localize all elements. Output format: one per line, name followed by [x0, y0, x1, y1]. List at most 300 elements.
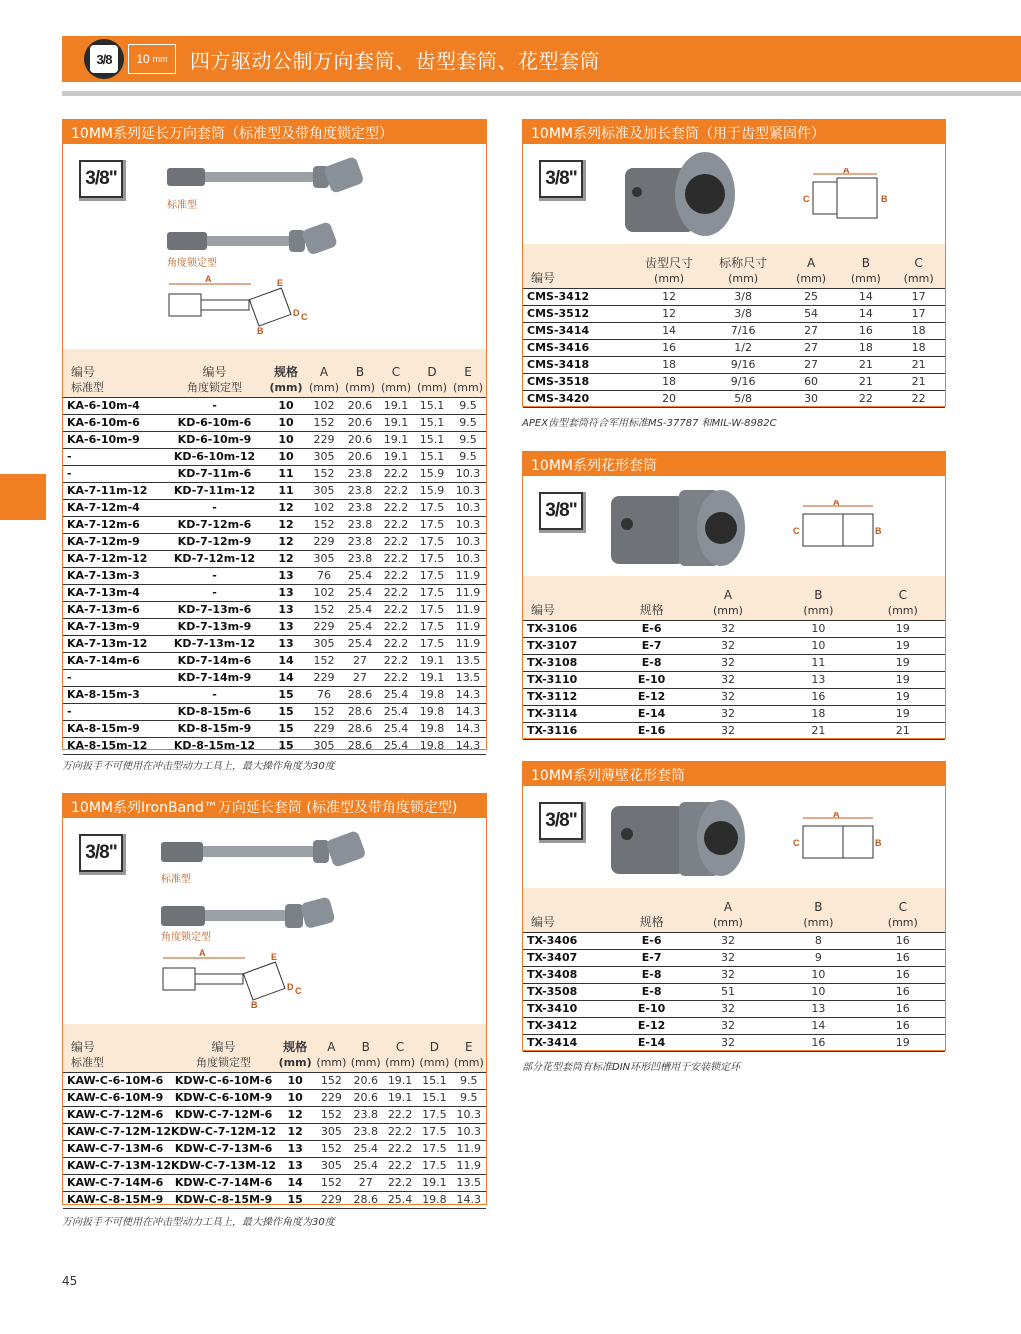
table-cell: 11.9 [450, 584, 486, 601]
column-header-label: 规格 [639, 914, 664, 929]
panel-title: 10MM系列薄壁花形套筒 [523, 762, 945, 786]
column-header-label: C [914, 255, 923, 270]
table-cell: 22.2 [383, 1140, 417, 1157]
table-row [523, 671, 945, 688]
table-cell: - [63, 465, 163, 482]
table-cell: 22.2 [378, 652, 414, 669]
label-standard: 标准型 [161, 874, 191, 885]
svg-text:A: A [843, 168, 850, 175]
svg-text:B: B [257, 326, 264, 336]
table-cell: 10 [266, 397, 306, 414]
product-image-area [63, 144, 486, 349]
table-cell: 76 [306, 686, 342, 703]
table-cell: 10.3 [450, 499, 486, 516]
column-header [383, 1024, 417, 1072]
column-header-unit: (mm) [887, 915, 918, 929]
table-cell: 25.4 [383, 1191, 417, 1208]
table-cell: 14.3 [450, 720, 486, 737]
column-header-unit: (mm) [728, 271, 759, 285]
table-cell: 19.8 [414, 737, 450, 754]
table-row [523, 322, 945, 339]
size-badge: 3/8" [539, 802, 583, 840]
table-cell: 18 [839, 339, 892, 356]
table-cell: KD-7-12m-6 [163, 516, 266, 533]
table-cell: 17.5 [414, 635, 450, 652]
table-cell: 17.5 [417, 1106, 451, 1123]
table-cell: 10.3 [450, 533, 486, 550]
table-cell: 21 [892, 356, 945, 373]
table-cell: 11.9 [450, 618, 486, 635]
table-cell: CMS-3414 [523, 322, 635, 339]
table-cell: 305 [306, 737, 342, 754]
table-cell: 18 [635, 373, 704, 390]
table-row [523, 356, 945, 373]
table-row [63, 1157, 486, 1174]
table-cell: KD-8-15m-6 [163, 703, 266, 720]
table-cell: 23.8 [342, 482, 378, 499]
ka-spec-table [63, 349, 486, 755]
table-cell: 15.1 [417, 1072, 451, 1089]
column-header-label: B [861, 255, 870, 270]
table-cell: 14 [276, 1174, 314, 1191]
table-cell: 25.4 [342, 635, 378, 652]
table-cell: 22 [839, 390, 892, 407]
panel-title: 10MM系列花形套筒 [523, 452, 945, 476]
svg-text:C: C [803, 194, 810, 204]
table-cell: 23.8 [342, 465, 378, 482]
table-cell: KD-7-13m-12 [163, 635, 266, 652]
table-cell: 15.1 [414, 431, 450, 448]
column-header [680, 576, 776, 620]
table-cell: 16 [776, 1034, 860, 1051]
table-cell: 22.2 [378, 601, 414, 618]
column-header-unit: 角度锁定型 [187, 380, 242, 394]
column-header [861, 576, 945, 620]
torx-socket-icon [609, 480, 749, 572]
svg-text:A: A [833, 500, 840, 507]
table-row [63, 550, 486, 567]
table-row [63, 516, 486, 533]
dimension-diagram-icon [799, 168, 909, 228]
column-header-unit: (mm) [654, 271, 685, 285]
table-cell: 19.8 [417, 1191, 451, 1208]
table-cell: 16 [861, 949, 945, 966]
table-cell: - [63, 703, 163, 720]
table-cell: 13 [266, 584, 306, 601]
table-cell: 12 [266, 550, 306, 567]
table-cell: CMS-3518 [523, 373, 635, 390]
column-header [839, 244, 892, 288]
table-header-row [523, 244, 945, 288]
column-header-unit: (mm) [903, 271, 934, 285]
column-header-unit: (mm) [278, 1055, 312, 1069]
column-header-label: 齿型尺寸 [645, 255, 694, 270]
table-cell: 15 [266, 737, 306, 754]
table-cell: KD-7-14m-9 [163, 669, 266, 686]
table-cell: 9.5 [450, 397, 486, 414]
table-cell: 229 [306, 618, 342, 635]
thin-wall-torx-socket-icon [609, 790, 749, 882]
table-cell: 51 [680, 983, 776, 1000]
table-row [63, 1140, 486, 1157]
table-cell: 25.4 [378, 720, 414, 737]
column-header-label: 编号 [531, 602, 556, 617]
column-header-unit: (mm) [452, 380, 483, 394]
table-cell: 10.3 [450, 482, 486, 499]
table-cell: E-12 [623, 1017, 679, 1034]
table-cell: 25.4 [378, 686, 414, 703]
table-cell: 14.3 [452, 1191, 486, 1208]
table-cell: 13 [276, 1157, 314, 1174]
table-row [523, 339, 945, 356]
column-header [63, 349, 163, 397]
table-cell: KA-6-10m-6 [63, 414, 163, 431]
table-row [63, 567, 486, 584]
table-cell: 19 [861, 688, 945, 705]
table-cell: 12 [635, 305, 704, 322]
table-cell: 23.8 [342, 516, 378, 533]
table-cell: TX-3107 [523, 637, 623, 654]
column-header-label: D [427, 364, 437, 379]
table-cell: 22.2 [383, 1106, 417, 1123]
column-header-unit: (mm) [453, 1055, 484, 1069]
product-image-area [523, 144, 945, 244]
label-standard: 标准型 [167, 200, 197, 211]
chapter-side-tab [0, 474, 46, 520]
tx31-spec-table [523, 576, 945, 740]
table-cell: 17.5 [414, 516, 450, 533]
column-header-label: 规格 [273, 364, 298, 379]
table-cell: 152 [306, 601, 342, 618]
column-header-label: C [898, 899, 907, 914]
table-cell: - [163, 686, 266, 703]
dimension-diagram-icon [163, 274, 323, 346]
table-cell: 30 [783, 390, 840, 407]
table-row [523, 705, 945, 722]
table-cell: 17.5 [417, 1140, 451, 1157]
table-cell: TX-3108 [523, 654, 623, 671]
table-cell: 16 [861, 1000, 945, 1017]
panel-ka-universal-sockets [62, 119, 487, 750]
table-cell: 15 [276, 1191, 314, 1208]
table-cell: 102 [306, 584, 342, 601]
column-header-label: A [723, 587, 733, 602]
column-header-unit: (mm) [269, 380, 303, 394]
table-cell: 14.3 [450, 703, 486, 720]
column-header-label: 编号 [211, 1039, 236, 1054]
column-header-label: B [355, 364, 365, 379]
table-row [63, 499, 486, 516]
table-cell: 11.9 [452, 1157, 486, 1174]
table-cell: 22.2 [378, 635, 414, 652]
table-cell: 19.1 [414, 652, 450, 669]
table-cell: 11.9 [450, 601, 486, 618]
table-cell: 32 [680, 966, 776, 983]
table-header-row [523, 888, 945, 932]
column-header-unit: (mm) [803, 915, 834, 929]
dimension-diagram-icon [789, 500, 899, 560]
table-cell: 11 [266, 465, 306, 482]
table-cell: 152 [314, 1174, 348, 1191]
column-header-label: C [391, 364, 401, 379]
table-cell: KD-7-11m-12 [163, 482, 266, 499]
table-cell: 32 [680, 688, 776, 705]
table-cell: 9.5 [452, 1089, 486, 1106]
svg-text:B: B [881, 194, 888, 204]
table-cell: 20.6 [349, 1072, 383, 1089]
table-row [523, 620, 945, 637]
table-cell: CMS-3416 [523, 339, 635, 356]
table-cell: E-6 [623, 932, 679, 949]
table-cell: 22.2 [378, 550, 414, 567]
table-cell: TX-3116 [523, 722, 623, 739]
table-cell: 22.2 [378, 499, 414, 516]
column-header [63, 1024, 171, 1072]
table-cell: 13 [266, 635, 306, 652]
table-cell: 14 [266, 652, 306, 669]
table-row [63, 1089, 486, 1106]
column-header [452, 1024, 486, 1072]
table-cell: 102 [306, 499, 342, 516]
table-cell: 20.6 [342, 414, 378, 431]
table-cell: 13 [776, 1000, 860, 1017]
table-cell: 13 [266, 567, 306, 584]
table-cell: 19.8 [414, 703, 450, 720]
table-cell: 7/16 [704, 322, 783, 339]
table-cell: 12 [635, 288, 704, 305]
table-cell: 19.1 [417, 1174, 451, 1191]
table-cell: 22.2 [378, 482, 414, 499]
table-cell: 16 [861, 983, 945, 1000]
table-cell: TX-3412 [523, 1017, 623, 1034]
table-cell: KD-6-10m-12 [163, 448, 266, 465]
column-header [623, 888, 679, 932]
table-cell: 19.1 [383, 1089, 417, 1106]
table-cell: KD-7-12m-12 [163, 550, 266, 567]
table-cell: 10 [266, 414, 306, 431]
table-cell: 152 [306, 703, 342, 720]
column-header [635, 244, 704, 288]
table-cell: 19 [861, 620, 945, 637]
table-cell: TX-3410 [523, 1000, 623, 1017]
column-header-unit: (mm) [416, 380, 447, 394]
table-cell: - [163, 397, 266, 414]
svg-text:E: E [271, 952, 278, 962]
table-cell: 10.3 [450, 550, 486, 567]
table-row [523, 983, 945, 1000]
table-cell: 15.1 [417, 1089, 451, 1106]
column-header [342, 349, 378, 397]
kaw-spec-table [63, 1024, 486, 1209]
table-cell: 17.5 [414, 601, 450, 618]
svg-text:C: C [301, 312, 308, 322]
table-row [63, 1072, 486, 1089]
table-cell: 8 [776, 932, 860, 949]
table-cell: 12 [266, 516, 306, 533]
table-cell: 32 [680, 654, 776, 671]
table-cell: 12 [276, 1106, 314, 1123]
table-cell: 15.9 [414, 465, 450, 482]
table-cell: 25.4 [349, 1157, 383, 1174]
column-header-label: 编号 [531, 270, 556, 285]
table-cell: 229 [306, 720, 342, 737]
svg-text:A: A [199, 948, 206, 958]
table-cell: 152 [306, 465, 342, 482]
table-cell: TX-3110 [523, 671, 623, 688]
table-cell: 14 [839, 288, 892, 305]
table-header-row [523, 576, 945, 620]
table-cell: 27 [783, 322, 840, 339]
table-cell: 14 [266, 669, 306, 686]
column-header-label: 编号 [71, 364, 96, 379]
table-cell: - [63, 448, 163, 465]
table-cell: TX-3114 [523, 705, 623, 722]
table-cell: 19.1 [378, 397, 414, 414]
table-row [63, 635, 486, 652]
column-header-unit: 角度锁定型 [196, 1055, 252, 1069]
column-header-unit: (mm) [308, 380, 339, 394]
table-cell: KA-7-12m-4 [63, 499, 163, 516]
table-cell: 11 [776, 654, 860, 671]
column-header-unit: (mm) [712, 603, 743, 617]
universal-socket-locking-icon [163, 218, 363, 278]
page-header-bar [62, 36, 1021, 82]
drive-mm-box [128, 44, 176, 74]
table-cell: KA-6-10m-4 [63, 397, 163, 414]
table-cell: 21 [861, 722, 945, 739]
svg-text:C: C [295, 986, 302, 996]
table-cell: KDW-C-7-14M-6 [171, 1174, 276, 1191]
column-header-label: A [327, 1039, 336, 1054]
label-locking: 角度锁定型 [167, 258, 217, 269]
table-cell: 1/2 [704, 339, 783, 356]
table-cell: 21 [839, 373, 892, 390]
table-cell: 229 [314, 1089, 348, 1106]
table-cell: 20.6 [349, 1089, 383, 1106]
svg-text:B: B [875, 526, 882, 536]
column-header-label: D [429, 1039, 440, 1054]
table-cell: 11.9 [452, 1140, 486, 1157]
table-row [523, 1000, 945, 1017]
column-header-label: 编号 [71, 1039, 96, 1054]
column-header-unit: (mm) [803, 603, 834, 617]
column-header-label: 编号 [531, 914, 556, 929]
table-cell: CMS-3412 [523, 288, 635, 305]
table-cell: KA-7-13m-12 [63, 635, 163, 652]
table-cell: 22.2 [383, 1123, 417, 1140]
table-cell: 27 [342, 652, 378, 669]
table-cell: KA-7-13m-6 [63, 601, 163, 618]
column-header-unit: 标准型 [71, 380, 104, 394]
page-title: 四方驱动公制万向套筒、齿型套筒、花型套筒 [190, 49, 600, 73]
table-cell: KA-7-12m-6 [63, 516, 163, 533]
column-header [704, 244, 783, 288]
table-cell: 9/16 [704, 356, 783, 373]
table-cell: KAW-C-8-15M-9 [63, 1191, 171, 1208]
table-cell: 16 [839, 322, 892, 339]
table-cell: 22 [892, 390, 945, 407]
table-cell: 23.8 [349, 1123, 383, 1140]
table-cell: 22.2 [378, 465, 414, 482]
size-badge: 3/8" [539, 492, 583, 530]
column-header-label: 规格 [283, 1039, 308, 1054]
table-cell: 18 [635, 356, 704, 373]
table-cell: 20 [635, 390, 704, 407]
column-header-label: A [723, 899, 733, 914]
table-cell: 28.6 [342, 720, 378, 737]
product-image-area [523, 786, 945, 888]
table-cell: - [163, 499, 266, 516]
column-header-label: C [395, 1039, 405, 1054]
column-header [163, 349, 266, 397]
table-cell: 10 [776, 966, 860, 983]
table-cell: 22.2 [378, 618, 414, 635]
column-header-unit: (mm) [385, 1055, 416, 1069]
column-header [776, 888, 860, 932]
table-cell: 12 [266, 533, 306, 550]
table-row [63, 1123, 486, 1140]
panel-title: 10MM系列延长万向套筒（标准型及带角度锁定型） [63, 120, 486, 144]
table-cell: 27 [342, 669, 378, 686]
table-row [523, 1034, 945, 1051]
table-cell: 10 [776, 620, 860, 637]
table-cell: 25.4 [342, 584, 378, 601]
table-cell: KAW-C-7-12M-12 [63, 1123, 171, 1140]
column-header-unit: 标准型 [71, 1055, 104, 1069]
table-cell: 17.5 [414, 550, 450, 567]
table-cell: 25.4 [342, 618, 378, 635]
table-row [63, 618, 486, 635]
table-cell: E-8 [623, 983, 679, 1000]
table-cell: 22.2 [383, 1174, 417, 1191]
table-cell: KA-7-12m-9 [63, 533, 163, 550]
table-cell: 16 [861, 1017, 945, 1034]
table-cell: 25.4 [342, 601, 378, 618]
table-cell: 20.6 [342, 431, 378, 448]
table-cell: 305 [306, 550, 342, 567]
table-cell: E-7 [623, 949, 679, 966]
table-cell: 25.4 [349, 1140, 383, 1157]
table-cell: 17.5 [414, 533, 450, 550]
table-cell: 19 [861, 654, 945, 671]
table-cell: E-14 [623, 1034, 679, 1051]
table-cell: 11 [266, 482, 306, 499]
table-row [63, 1174, 486, 1191]
table-cell: 9.5 [452, 1072, 486, 1089]
table-cell: 32 [680, 1000, 776, 1017]
table-cell: 13 [266, 618, 306, 635]
table-header-row [63, 1024, 486, 1072]
table-cell: 10 [276, 1089, 314, 1106]
table-cell: 152 [306, 414, 342, 431]
table-row [523, 637, 945, 654]
table-cell: 13.5 [452, 1174, 486, 1191]
column-header [783, 244, 840, 288]
table-cell: TX-3112 [523, 688, 623, 705]
table-cell: KAW-C-7-14M-6 [63, 1174, 171, 1191]
table-cell: 9.5 [450, 431, 486, 448]
table-cell: 14 [776, 1017, 860, 1034]
spline-socket-icon [623, 148, 743, 240]
table-cell: 21 [892, 373, 945, 390]
table-cell: 152 [314, 1072, 348, 1089]
column-header-unit: (mm) [887, 603, 918, 617]
svg-text:B: B [251, 1000, 258, 1010]
table-cell: 54 [783, 305, 840, 322]
table-cell: 19 [861, 671, 945, 688]
table-cell: KA-7-13m-3 [63, 567, 163, 584]
table-cell: 14.3 [450, 737, 486, 754]
